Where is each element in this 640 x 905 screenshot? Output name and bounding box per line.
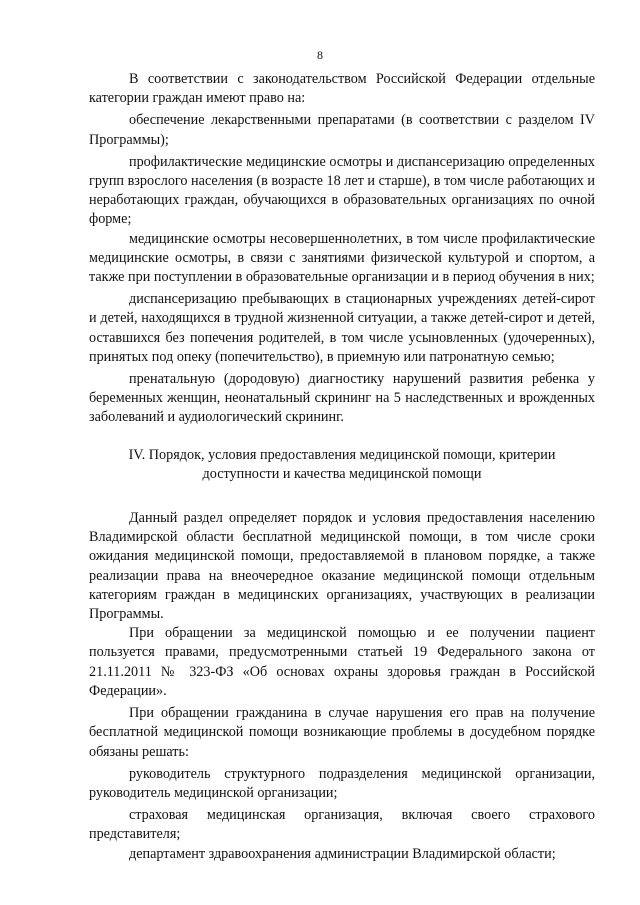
- section-heading-line: доступности и качества медицинской помощи: [202, 465, 482, 482]
- list-item: страховая медицинская организация, включая своего страхового представителя;: [89, 807, 595, 843]
- list-item: руководитель структурного подразделения медицинской организации, руководитель медицинской организации;: [89, 765, 595, 801]
- paragraph: пренатальную (дородовую) диагностику нарушений развития ребенка у беременных женщин, неонатальный скрининг на 5 наследственных и врожденных заболеваний и аудиологический скрининг.: [89, 371, 595, 426]
- paragraph: В соответствии с законодательством Российской Федерации отдельные категории граждан имеют право на:: [89, 71, 595, 107]
- paragraph: Данный раздел определяет порядок и условия предоставления населению Владимирской области бесплатной медицинской помощи, в том числе сроки ожидания медицинской помощи, предоставляемой в плановом порядке, а также реализации права на внеочередное оказание медицинской помощи отдельным категориям граждан в медицинских организациях, участвующих в реализации Программы.: [89, 510, 595, 623]
- paragraph: диспансеризацию пребывающих в стационарных учреждениях детей-сирот и детей, находящихся в трудной жизненной ситуации, а также детей-сирот и детей, оставшихся без попечения родителей, в том числе усыновленных (удочеренных), принятых под опеку (попечительство), в приемную или патронатную семью;: [89, 291, 595, 365]
- document-body: [89, 70, 595, 864]
- list-item: департамент здравоохранения администрации Владимирской области;: [129, 845, 556, 862]
- paragraph: медицинские осмотры несовершеннолетних, в том числе профилактические медицинские осмотры, в связи с занятиями физической культурой и спортом, а также при поступлении в образовательные организации и в период обучения в них;: [89, 230, 595, 286]
- page-number: 8: [317, 48, 323, 62]
- section-heading-line: IV. Порядок, условия предоставления медицинской помощи, критерии: [128, 446, 556, 463]
- paragraph: профилактические медицинские осмотры и диспансеризацию определенных групп взрослого населения (в возрасте 18 лет и старше), в том числе работающих и неработающих граждан, обучающихся в образовательных организациях по очной форме;: [89, 153, 595, 228]
- paragraph: обеспечение лекарственными препаратами (в соответствии с разделом IV Программы);: [89, 112, 595, 148]
- paragraph: При обращении гражданина в случае нарушения его прав на получение бесплатной медицинской помощи возникающие проблемы в досудебном порядке обязаны решать:: [89, 705, 595, 760]
- section-heading: [89, 446, 595, 484]
- paragraph: При обращении за медицинской помощью и ее получении пациент пользуется правами, предусмотренными статьей 19 Федерального закона от 21.11.2011 № 323-ФЗ «Об основах охраны здоровья граждан в Российской Федерации».: [89, 625, 595, 699]
